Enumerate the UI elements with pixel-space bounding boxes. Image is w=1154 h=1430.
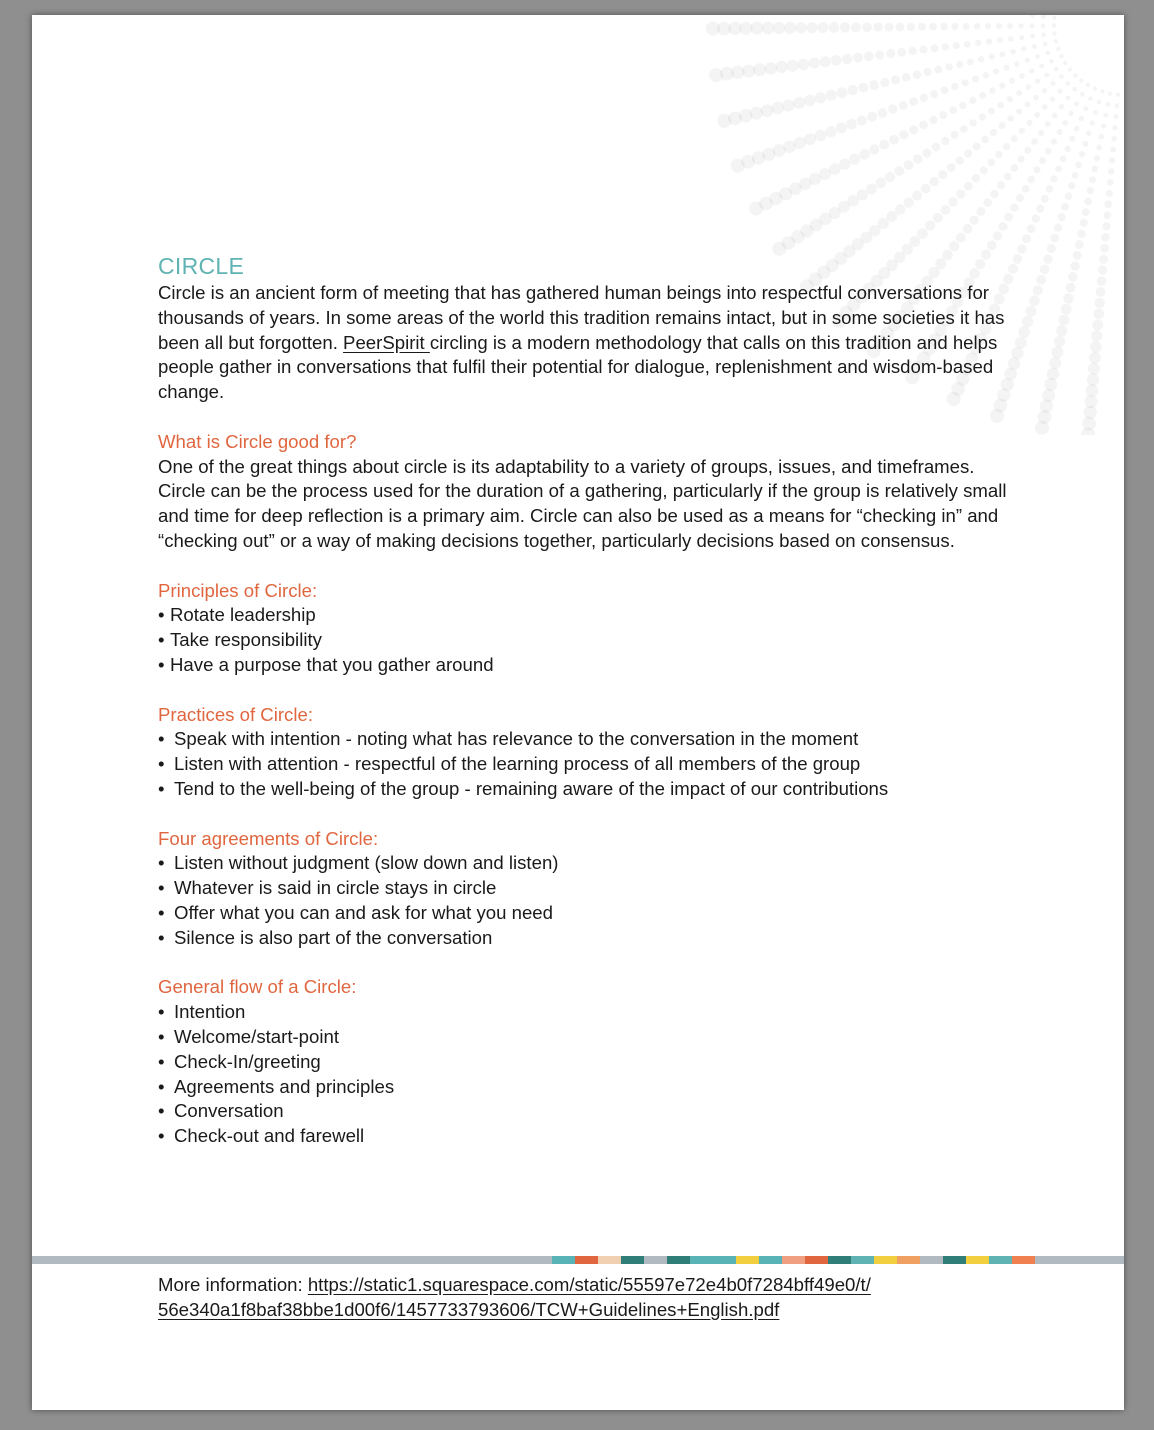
list-item-text: Conversation (174, 1100, 284, 1122)
list-item-text: Whatever is said in circle stays in circle (174, 877, 497, 899)
band-segment (874, 1256, 897, 1264)
document-page (32, 15, 1124, 1410)
list-item (158, 727, 1008, 752)
list-item-text: Welcome/start-point (174, 1025, 339, 1047)
heading-practices: Practices of Circle: (158, 703, 313, 725)
band-segment (897, 1256, 920, 1264)
bullet-icon: • (158, 777, 165, 799)
bullet-icon: • (158, 1025, 165, 1047)
bullet-icon: • (158, 653, 165, 675)
bullet-icon: • (158, 1075, 165, 1097)
footer-color-band (32, 1256, 1124, 1264)
band-segment (782, 1256, 805, 1264)
list-item (158, 777, 1008, 802)
list-item-text: Silence is also part of the conversation (174, 926, 493, 948)
list-item-text: Offer what you can and ask for what you need (174, 901, 553, 923)
band-segment (598, 1256, 621, 1264)
band-segment (621, 1256, 644, 1264)
list-item-text: Agreements and principles (174, 1075, 395, 1097)
bullet-icon: • (158, 1050, 165, 1072)
list-item (158, 1050, 1008, 1075)
band-segment (920, 1256, 943, 1264)
band-segment (989, 1256, 1012, 1264)
list-item (158, 752, 1008, 777)
list-item (158, 1025, 1008, 1050)
bullet-icon: • (158, 926, 165, 948)
bullet-icon: • (158, 1125, 165, 1147)
list-item (158, 901, 1008, 926)
list-item (158, 628, 1008, 653)
band-segment (943, 1256, 966, 1264)
bullet-icon: • (158, 901, 165, 923)
heading-principles: Principles of Circle: (158, 579, 318, 601)
band-segment (759, 1256, 782, 1264)
band-segment (690, 1256, 713, 1264)
list-item-text: Rotate leadership (170, 604, 316, 626)
list-item (158, 1124, 1008, 1149)
list-item-text: Speak with intention - noting what has relevance to the conversation in the moment (174, 728, 859, 750)
list-item (158, 1075, 1008, 1100)
list-item-text: Tend to the well-being of the group - remaining aware of the impact of our contributions (174, 777, 889, 799)
list-item-text: Listen without judgment (slow down and listen) (174, 852, 559, 874)
practices-list (158, 727, 1008, 801)
band-segment (667, 1256, 690, 1264)
agreements-list (158, 851, 1008, 950)
list-item (158, 603, 1008, 628)
main-content (158, 251, 1008, 1149)
bullet-icon: • (158, 1100, 165, 1122)
bullet-icon: • (158, 1001, 165, 1023)
heading-good-for: What is Circle good for? (158, 430, 357, 452)
footer-url-link[interactable]: https://static1.squarespace.com/static/55597e72e4b0f7284bff49e0/t/ 56e340a1f8baf38bbe1d00f6/1457733793606/TCW+Guidelines+English.pdf (158, 1274, 871, 1320)
band-segment (966, 1256, 989, 1264)
list-item (158, 876, 1008, 901)
band-segment (644, 1256, 667, 1264)
bullet-icon: • (158, 753, 165, 775)
bullet-icon: • (158, 852, 165, 874)
page-title: CIRCLE (158, 253, 245, 279)
footer-label: More information: (158, 1274, 308, 1295)
list-item (158, 926, 1008, 951)
band-segment (1012, 1256, 1035, 1264)
list-item (158, 1099, 1008, 1124)
good-for-paragraph: One of the great things about circle is its adaptability to a variety of groups, issues, and timeframes. Circle can be the process used for the duration of a gathering, particularly if the group is relatively small and time for deep reflection is a primary aim. Circle can also be used as a means for “checking in” and “checking out” or a way of making decisions together, particularly decisions based on consensus. (158, 455, 1007, 551)
list-item-text: Have a purpose that you gather around (170, 653, 494, 675)
list-item-text: Take responsibility (170, 629, 322, 651)
bullet-icon: • (158, 604, 165, 626)
band-segment (736, 1256, 759, 1264)
list-item (158, 1000, 1008, 1025)
bullet-icon: • (158, 728, 165, 750)
flow-list (158, 1000, 1008, 1149)
heading-flow: General flow of a Circle: (158, 976, 357, 998)
list-item (158, 653, 1008, 678)
heading-agreements: Four agreements of Circle: (158, 827, 379, 849)
principles-list (158, 603, 1008, 677)
list-item-text: Check-out and farewell (174, 1125, 365, 1147)
band-segment (805, 1256, 828, 1264)
list-item-text: Listen with attention - respectful of the learning process of all members of the group (174, 753, 861, 775)
band-segment (828, 1256, 851, 1264)
band-segment (713, 1256, 736, 1264)
band-segment (552, 1256, 575, 1264)
list-item-text: Check-In/greeting (174, 1050, 321, 1072)
intro-paragraph: Circle is an ancient form of meeting that has gathered human beings into respectful conversations for thousands of years. In some areas of the world this tradition remains intact, but in some societies it has been all but forgotten. PeerSpirit circling is a modern methodology that calls on this tradition and helps people gather in conversations that fulfil their potential for dialogue, replenishment and wisdom-based change. (158, 282, 1005, 403)
band-segment (851, 1256, 874, 1264)
list-item (158, 851, 1008, 876)
bullet-icon: • (158, 877, 165, 899)
bullet-icon: • (158, 629, 165, 651)
footer-more-info (158, 1273, 1018, 1323)
list-item-text: Intention (174, 1001, 246, 1023)
band-segment (575, 1256, 598, 1264)
peerspirit-link[interactable]: PeerSpirit (343, 331, 430, 353)
